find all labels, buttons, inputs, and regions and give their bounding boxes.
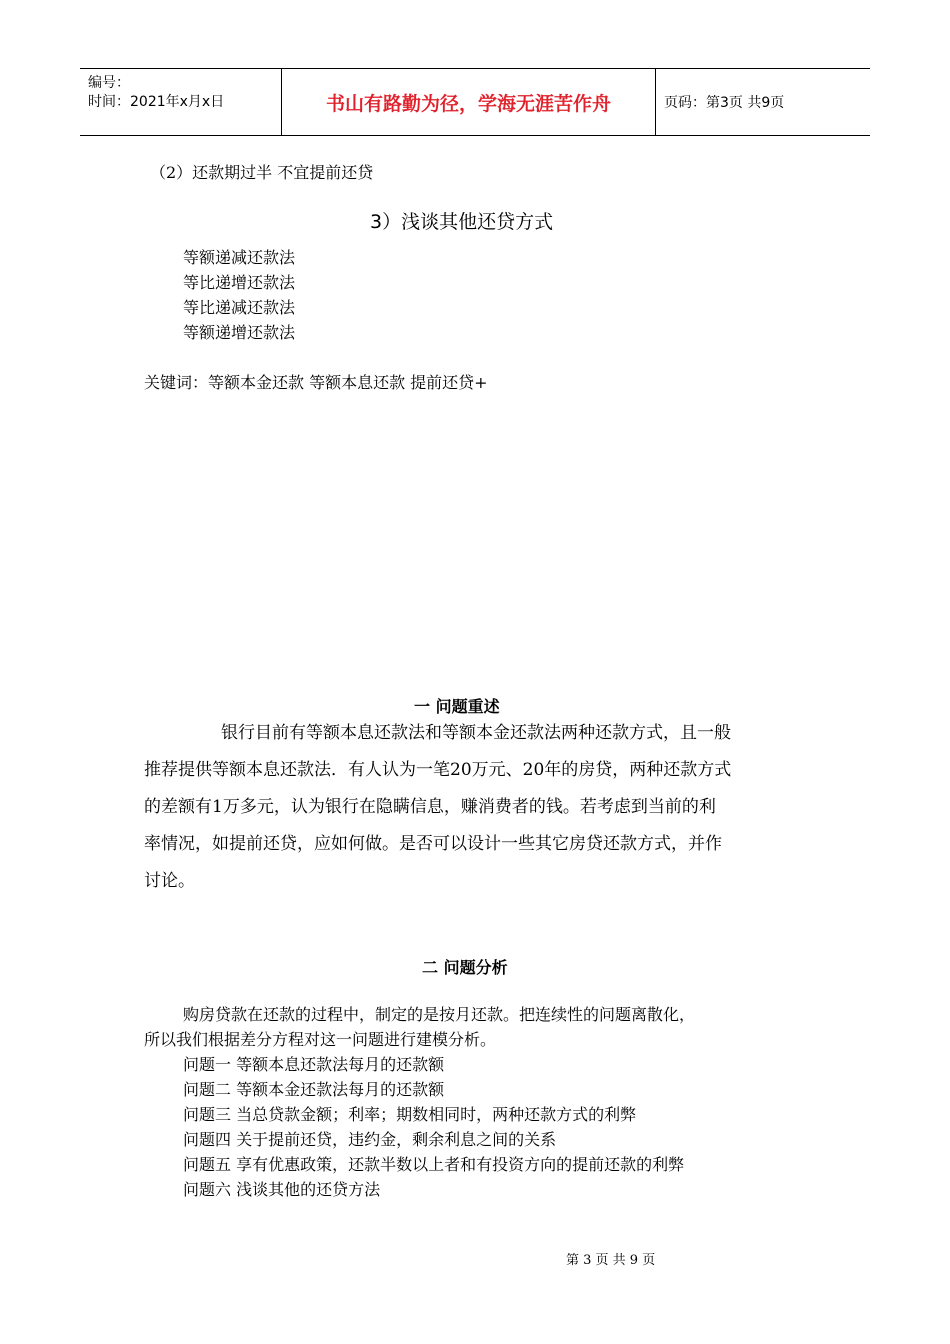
header-left-cell <box>80 69 282 135</box>
keywords: 关键词：等额本金还款 等额本息还款 提前还贷+ <box>144 373 488 392</box>
footer-page-number: 第 3 页 共 9 页 <box>566 1253 656 1268</box>
section1-title: 一 问题重述 <box>414 697 500 716</box>
section2-para-line: 购房贷款在还款的过程中，制定的是按月还款。把连续性的问题离散化， <box>183 1005 696 1024</box>
header-table <box>80 68 870 136</box>
time-label: 时间：2021年x月x日 <box>88 94 225 110</box>
problem-item: 问题二 等额本金还款法每月的还款额 <box>183 1080 445 1099</box>
header-motto: 书山有路勤为径，学海无涯苦作舟 <box>282 69 656 135</box>
header-page-info: 页码：第3页 共9页 <box>664 95 785 111</box>
method-item: 等比递增还款法 <box>183 273 296 292</box>
problem-item: 问题一 等额本息还款法每月的还款额 <box>183 1055 445 1074</box>
method-item: 等额递减还款法 <box>183 248 296 267</box>
section2-title: 二 问题分析 <box>422 958 508 977</box>
problem-item: 问题四 关于提前还贷，违约金，剩余利息之间的关系 <box>183 1130 557 1149</box>
number-label: 编号： <box>88 75 130 91</box>
problem-item: 问题六 浅谈其他的还贷方法 <box>183 1180 381 1199</box>
problem-item: 问题五 享有优惠政策，还款半数以上者和有投资方向的提前还款的利弊 <box>183 1155 685 1174</box>
problem-item: 问题三 当总贷款金额；利率；期数相同时，两种还款方式的利弊 <box>183 1105 637 1124</box>
method-item: 等比递减还款法 <box>183 298 296 317</box>
section2-para-line: 所以我们根据差分方程对这一问题进行建模分析。 <box>144 1030 497 1049</box>
intro-item-2: （2）还款期过半 不宜提前还贷 <box>150 163 374 182</box>
section3-title: 3）浅谈其他还贷方式 <box>370 211 554 233</box>
section1-line: 银行目前有等额本息还款法和等额本金还款法两种还款方式，且一般 <box>221 723 731 743</box>
section1-line: 率情况，如提前还贷，应如何做。是否可以设计一些其它房贷还款方式，并作 <box>144 834 722 854</box>
section1-line: 推荐提供等额本息还款法．有人认为一笔20万元、20年的房贷，两种还款方式 <box>144 760 732 780</box>
method-item: 等额递增还款法 <box>183 323 296 342</box>
section1-line: 的差额有1万多元，认为银行在隐瞒信息，赚消费者的钱。若考虑到当前的利 <box>144 797 716 817</box>
section1-line: 讨论。 <box>144 871 195 891</box>
